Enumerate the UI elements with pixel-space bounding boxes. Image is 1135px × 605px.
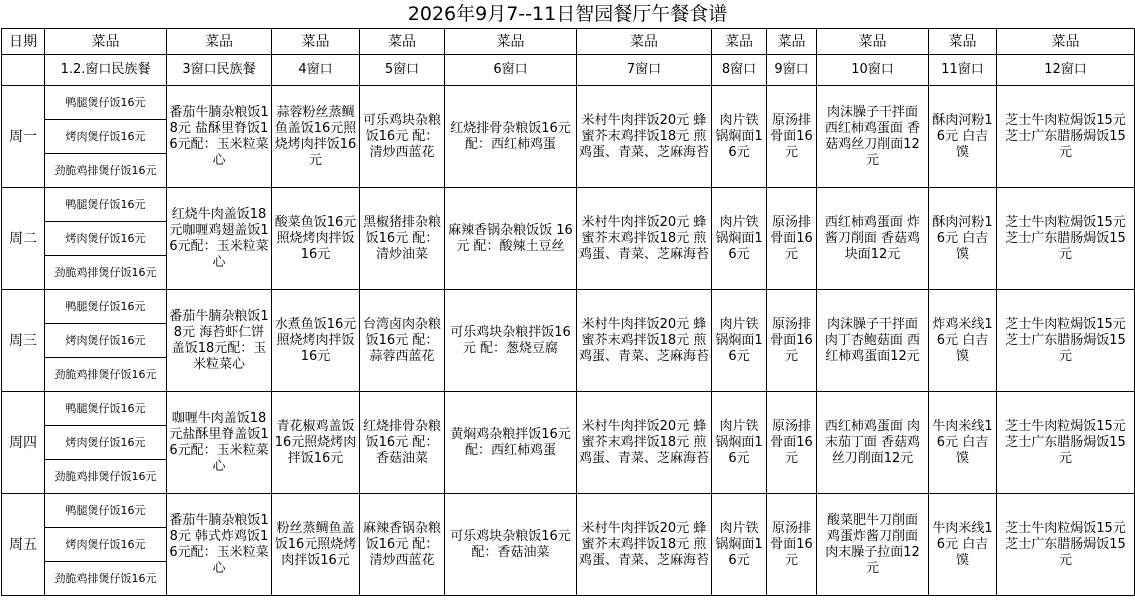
menu-cell-w10: 西红柿鸡蛋面 肉末茄丁面 香菇鸡丝刀削面12元 <box>817 392 929 494</box>
dish-header: 菜品 <box>45 29 167 55</box>
window-header: 12窗口 <box>997 55 1135 86</box>
menu-cell-w12: 芝士牛肉粒焗饭15元芝士广东腊肠焗饭15元 <box>997 86 1135 188</box>
claypot-item: 劲脆鸡排煲仔饭16元 <box>45 154 167 188</box>
menu-cell-w11: 牛肉米线16元 白吉馍 <box>929 494 997 596</box>
menu-cell-w8: 肉片铁锅焖面16元 <box>712 494 767 596</box>
menu-cell-w7: 米村牛肉拌饭20元 蜂蜜芥末鸡拌饭18元 煎鸡蛋、青菜、芝麻海苔 <box>577 290 712 392</box>
menu-cell-w4: 水煮鱼饭16元照烧烤肉拌饭16元 <box>272 290 360 392</box>
dish-header: 菜品 <box>445 29 577 55</box>
table-row <box>2 86 1135 120</box>
window-header: 9窗口 <box>767 55 817 86</box>
menu-cell-w3: 番茄牛腩杂粮饭18元 韩式炸鸡饭16元配：玉米粒菜心 <box>167 494 272 596</box>
window-header: 3窗口民族餐 <box>167 55 272 86</box>
claypot-item: 劲脆鸡排煲仔饭16元 <box>45 562 167 596</box>
window-header: 4窗口 <box>272 55 360 86</box>
menu-cell-w9: 原汤排骨面16元 <box>767 86 817 188</box>
table-row <box>2 494 1135 528</box>
claypot-item: 鸭腿煲仔饭16元 <box>45 392 167 426</box>
claypot-item: 鸭腿煲仔饭16元 <box>45 188 167 222</box>
day-label: 周二 <box>2 188 45 290</box>
claypot-item: 鸭腿煲仔饭16元 <box>45 86 167 120</box>
menu-cell-w5: 台湾卤肉杂粮饭16元 配：蒜蓉西蓝花 <box>360 290 445 392</box>
menu-cell-w8: 肉片铁锅焖面16元 <box>712 86 767 188</box>
menu-cell-w7: 米村牛肉拌饭20元 蜂蜜芥末鸡拌饭18元 煎鸡蛋、青菜、芝麻海苔 <box>577 494 712 596</box>
claypot-item: 烤肉煲仔饭16元 <box>45 324 167 358</box>
menu-cell-w9: 原汤排骨面16元 <box>767 188 817 290</box>
menu-cell-w8: 肉片铁锅焖面16元 <box>712 290 767 392</box>
menu-cell-w10: 肉沫臊子干拌面 西红柿鸡蛋面 香菇鸡丝刀削面12元 <box>817 86 929 188</box>
day-label: 周五 <box>2 494 45 596</box>
menu-cell-w4: 酸菜鱼饭16元照烧烤肉拌饭16元 <box>272 188 360 290</box>
dish-header: 菜品 <box>577 29 712 55</box>
table-row <box>2 290 1135 324</box>
menu-cell-w12: 芝士牛肉粒焗饭15元芝士广东腊肠焗饭15元 <box>997 188 1135 290</box>
menu-cell-w7: 米村牛肉拌饭20元 蜂蜜芥末鸡拌饭18元 煎鸡蛋、青菜、芝麻海苔 <box>577 392 712 494</box>
menu-cell-w3: 番茄牛腩杂粮饭18元 盐酥里脊饭16元配：玉米粒菜心 <box>167 86 272 188</box>
menu-cell-w4: 青花椒鸡盖饭16元照烧烤肉拌饭16元 <box>272 392 360 494</box>
menu-cell-w6: 可乐鸡块杂粮饭16元 配：香菇油菜 <box>445 494 577 596</box>
date-header: 日期 <box>2 29 45 55</box>
table-row <box>2 392 1135 426</box>
menu-cell-w5: 麻辣香锅杂粮饭16元 配：清炒西蓝花 <box>360 494 445 596</box>
menu-cell-w5: 红烧排骨杂粮饭16元 配：香菇油菜 <box>360 392 445 494</box>
claypot-item: 劲脆鸡排煲仔饭16元 <box>45 256 167 290</box>
menu-cell-w3: 咖喱牛肉盖饭18元盐酥里脊盖饭16元配：玉米粒菜心 <box>167 392 272 494</box>
dish-header: 菜品 <box>997 29 1135 55</box>
window-header: 5窗口 <box>360 55 445 86</box>
dish-header: 菜品 <box>167 29 272 55</box>
window-row <box>2 55 1135 86</box>
table-row <box>2 188 1135 222</box>
menu-cell-w3: 红烧牛肉盖饭18元咖喱鸡翅盖饭16元配：玉米粒菜心 <box>167 188 272 290</box>
dish-header: 菜品 <box>817 29 929 55</box>
menu-cell-w11: 牛肉米线16元 白吉馍 <box>929 392 997 494</box>
window-header: 6窗口 <box>445 55 577 86</box>
menu-cell-w10: 酸菜肥牛刀削面 鸡蛋炸酱刀削面 肉末臊子拉面12元 <box>817 494 929 596</box>
menu-cell-w3: 番茄牛腩杂粮饭18元 海苔虾仁饼盖饭18元配：玉米粒菜心 <box>167 290 272 392</box>
day-label: 周一 <box>2 86 45 188</box>
menu-cell-w10: 肉沫臊子干拌面 肉丁杏鲍菇面 西红柿鸡蛋面12元 <box>817 290 929 392</box>
claypot-item: 烤肉煲仔饭16元 <box>45 120 167 154</box>
day-label: 周四 <box>2 392 45 494</box>
claypot-item: 烤肉煲仔饭16元 <box>45 528 167 562</box>
claypot-item: 鸭腿煲仔饭16元 <box>45 290 167 324</box>
page-title: 2026年9月7--11日智园餐厅午餐食谱 <box>407 3 728 25</box>
dish-header: 菜品 <box>767 29 817 55</box>
menu-cell-w7: 米村牛肉拌饭20元 蜂蜜芥末鸡拌饭18元 煎鸡蛋、青菜、芝麻海苔 <box>577 188 712 290</box>
claypot-item: 劲脆鸡排煲仔饭16元 <box>45 460 167 494</box>
menu-cell-w9: 原汤排骨面16元 <box>767 494 817 596</box>
claypot-item: 劲脆鸡排煲仔饭16元 <box>45 358 167 392</box>
claypot-item: 鸭腿煲仔饭16元 <box>45 494 167 528</box>
menu-cell-w6: 黄焖鸡杂粮拌饭16元 配：西红柿鸡蛋 <box>445 392 577 494</box>
header-row <box>2 29 1135 55</box>
menu-cell-w11: 炸鸡米线16元 白吉馍 <box>929 290 997 392</box>
claypot-item: 烤肉煲仔饭16元 <box>45 426 167 460</box>
menu-cell-w6: 红烧排骨杂粮饭16元 配：西红柿鸡蛋 <box>445 86 577 188</box>
menu-cell-w6: 麻辣香锅杂粮饭饭 16元 配：酸辣土豆丝 <box>445 188 577 290</box>
menu-cell-w7: 米村牛肉拌饭20元 蜂蜜芥末鸡拌饭18元 煎鸡蛋、青菜、芝麻海苔 <box>577 86 712 188</box>
menu-cell-w12: 芝士牛肉粒焗饭15元芝士广东腊肠焗饭15元 <box>997 494 1135 596</box>
blank-cell <box>2 55 45 86</box>
menu-cell-w8: 肉片铁锅焖面16元 <box>712 188 767 290</box>
menu-cell-w8: 肉片铁锅焖面16元 <box>712 392 767 494</box>
menu-cell-w4: 蒜蓉粉丝蒸鲷鱼盖饭16元照烧烤肉拌饭16元 <box>272 86 360 188</box>
menu-cell-w9: 原汤排骨面16元 <box>767 290 817 392</box>
menu-cell-w5: 可乐鸡块杂粮饭16元 配：清炒西蓝花 <box>360 86 445 188</box>
menu-cell-w11: 酥肉河粉16元 白吉馍 <box>929 188 997 290</box>
menu-table <box>1 28 1135 596</box>
menu-cell-w11: 酥肉河粉16元 白吉馍 <box>929 86 997 188</box>
dish-header: 菜品 <box>929 29 997 55</box>
menu-cell-w5: 黑椒猪排杂粮饭16元 配：清炒油菜 <box>360 188 445 290</box>
window-header: 10窗口 <box>817 55 929 86</box>
window-header: 11窗口 <box>929 55 997 86</box>
dish-header: 菜品 <box>360 29 445 55</box>
menu-cell-w9: 原汤排骨面16元 <box>767 392 817 494</box>
window-header: 1.2.窗口民族餐 <box>45 55 167 86</box>
dish-header: 菜品 <box>272 29 360 55</box>
claypot-item: 烤肉煲仔饭16元 <box>45 222 167 256</box>
day-label: 周三 <box>2 290 45 392</box>
window-header: 8窗口 <box>712 55 767 86</box>
menu-cell-w12: 芝士牛肉粒焗饭15元芝士广东腊肠焗饭15元 <box>997 290 1135 392</box>
menu-cell-w12: 芝士牛肉粒焗饭15元芝士广东腊肠焗饭15元 <box>997 392 1135 494</box>
menu-cell-w6: 可乐鸡块杂粮拌饭16元 配：葱烧豆腐 <box>445 290 577 392</box>
menu-cell-w4: 粉丝蒸鲷鱼盖饭16元照烧烤肉拌饭16元 <box>272 494 360 596</box>
window-header: 7窗口 <box>577 55 712 86</box>
menu-cell-w10: 西红柿鸡蛋面 炸酱刀削面 香菇鸡块面12元 <box>817 188 929 290</box>
dish-header: 菜品 <box>712 29 767 55</box>
